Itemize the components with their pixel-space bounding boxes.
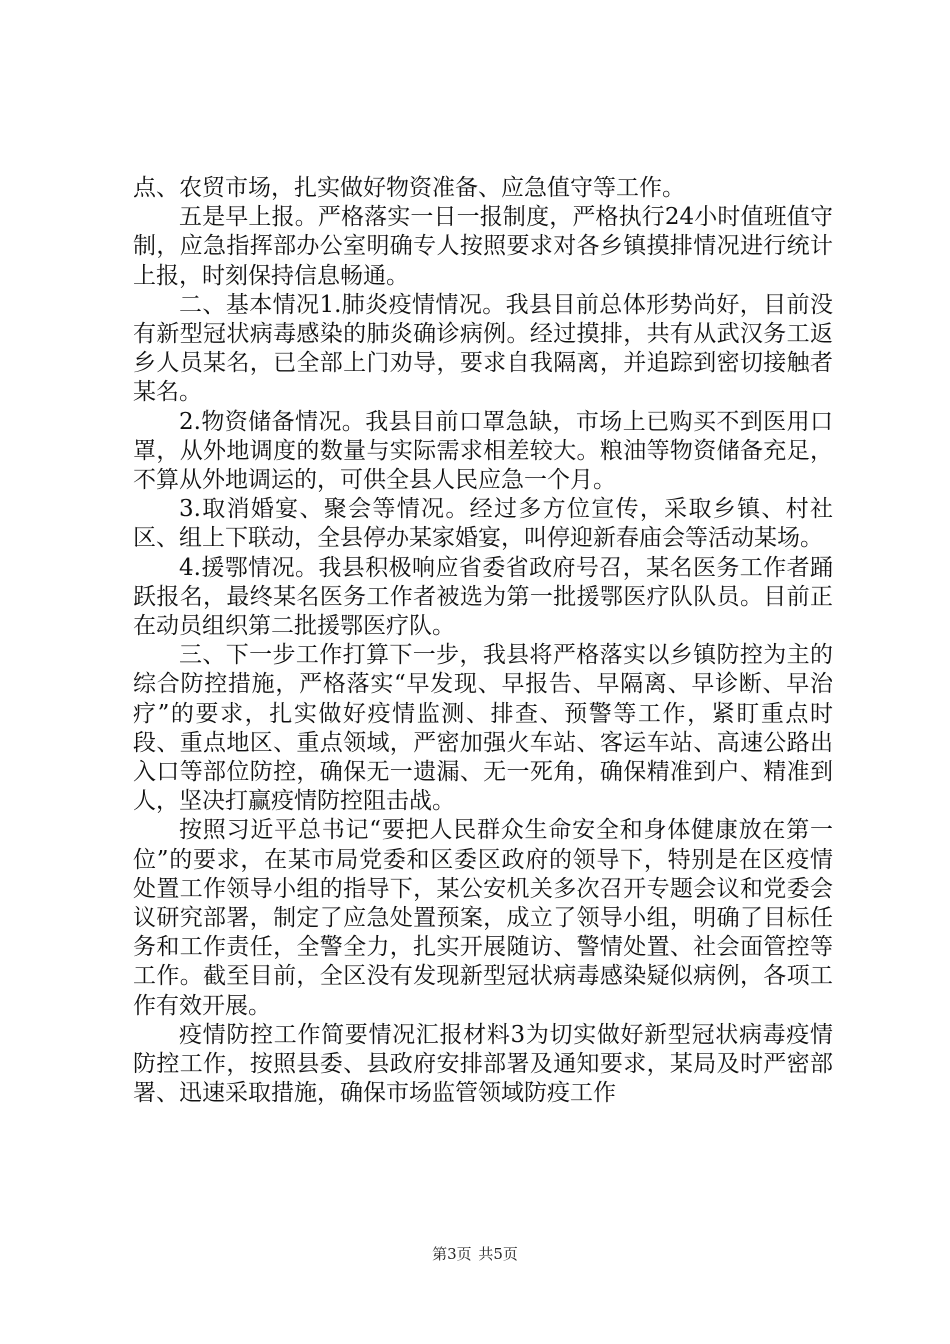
paragraph-6: 4.援鄂情况。我县积极响应省委省政府号召，某名医务工作者踊跃报名，最终某名医务工作者被选为第一批援鄂医疗队队员。目前正在动员组织第二批援鄂医疗队。 xyxy=(133,554,833,640)
paragraph-2: 五是早上报。严格落实一日一报制度，严格执行24小时值班值守制，应急指挥部办公室明确专人按照要求对各乡镇摸排情况进行统计上报，时刻保持信息畅通。 xyxy=(133,204,833,289)
paragraph-3: 二、基本情况1.肺炎疫情情况。我县目前总体形势尚好，目前没有新型冠状病毒感染的肺炎确诊病例。经过摸排，共有从武汉务工返乡人员某名，已全部上门劝导，要求自我隔离，并追踪到密切接触者某名。 xyxy=(133,291,833,406)
document-body xyxy=(133,174,833,1109)
paragraph-4: 2.物资储备情况。我县目前口罩急缺，市场上已购买不到医用口罩，从外地调度的数量与实际需求相差较大。粮油等物资储备充足，不算从外地调运的，可供全县人民应急一个月。 xyxy=(133,408,833,494)
paragraph-1: 点、农贸市场，扎实做好物资准备、应急值守等工作。 xyxy=(133,175,685,201)
page-number-footer: 第3页 共5页 xyxy=(432,1245,518,1263)
paragraph-5: 3.取消婚宴、聚会等情况。经过多方位宣传，采取乡镇、村社区、组上下联动，全县停办某家婚宴，叫停迎新春庙会等活动某场。 xyxy=(133,496,833,552)
paragraph-9: 疫情防控工作简要情况汇报材料3为切实做好新型冠状病毒疫情防控工作，按照县委、县政府安排部署及通知要求，某局及时严密部署、迅速采取措施，确保市场监管领域防疫工作 xyxy=(133,1021,833,1107)
paragraph-7: 三、下一步工作打算下一步，我县将严格落实以乡镇防控为主的综合防控措施，严格落实“早发现、早报告、早隔离、早诊断、早治疗”的要求，扎实做好疫情监测、排查、预警等工作，紧盯重点时段、重点地区、重点领域，严密加强火车站、客运车站、高速公路出入口等部位防控，确保无一遗漏、无一死角，确保精准到户、精准到人，坚决打赢疫情防控阻击战。 xyxy=(133,642,833,815)
paragraph-8: 按照习近平总书记“要把人民群众生命安全和身体健康放在第一位”的要求，在某市局党委和区委区政府的领导下，特别是在区疫情处置工作领导小组的指导下，某公安机关多次召开专题会议和党委会议研究部署，制定了应急处置预案，成立了领导小组，明确了目标任务和工作责任，全警全力，扎实开展随访、警情处置、社会面管控等工作。截至目前，全区没有发现新型冠状病毒感染疑似病例，各项工作有效开展。 xyxy=(133,817,833,1019)
